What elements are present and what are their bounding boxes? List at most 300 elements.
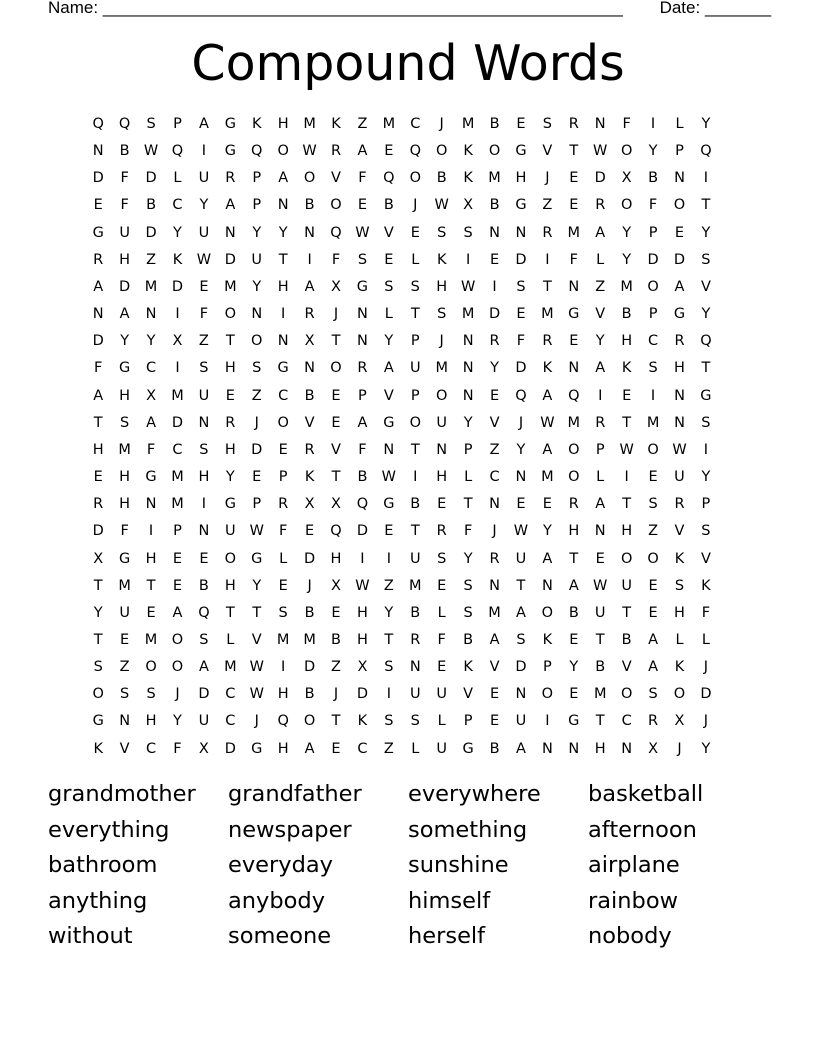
grid-letter: Y: [252, 577, 262, 594]
grid-letter: V: [383, 224, 394, 241]
grid-letter: P: [410, 333, 420, 350]
grid-letter: P: [252, 496, 262, 513]
grid-letter: X: [674, 713, 685, 730]
grid-letter: N: [462, 387, 474, 404]
grid-letter: E: [489, 251, 500, 268]
grid-letter: N: [409, 659, 421, 676]
grid-letter: F: [569, 251, 578, 268]
grid-letter: G: [224, 116, 236, 132]
grid-letter: U: [409, 360, 421, 377]
grid-letter: H: [224, 360, 236, 377]
grid-letter: R: [330, 143, 342, 160]
grid-letter: L: [596, 469, 605, 486]
grid-letter: V: [674, 523, 685, 540]
grid-letter: F: [120, 197, 129, 214]
grid-letter: V: [542, 143, 553, 160]
grid-letter: R: [595, 197, 606, 214]
grid-letter: D: [171, 414, 184, 431]
grid-letter: T: [225, 604, 235, 621]
grid-letter: M: [620, 278, 633, 295]
grid-letter: F: [358, 170, 367, 187]
grid-letter: O: [620, 143, 633, 160]
grid-letter: R: [568, 496, 579, 513]
grid-letter: V: [331, 441, 341, 458]
grid-letter: C: [172, 197, 183, 214]
grid-letter: C: [225, 713, 236, 730]
grid-letter: M: [224, 659, 237, 676]
grid-letter: D: [673, 251, 686, 268]
grid-letter: H: [277, 278, 289, 295]
grid-letter: L: [384, 306, 393, 323]
grid-letter: D: [92, 170, 104, 187]
grid-letter: B: [410, 496, 421, 513]
grid-letter: W: [249, 686, 264, 703]
grid-letter: E: [199, 278, 209, 295]
grid-letter: Y: [278, 224, 288, 241]
grid-letter: P: [595, 441, 605, 458]
grid-letter: P: [648, 224, 658, 241]
grid-letter: D: [356, 686, 369, 703]
grid-letter: Z: [251, 387, 262, 404]
grid-letter: J: [492, 523, 497, 540]
grid-letter: Z: [595, 278, 606, 295]
grid-letter: R: [278, 496, 289, 513]
grid-letter: N: [674, 170, 685, 187]
grid-letter: X: [621, 170, 632, 187]
grid-letter: N: [357, 306, 368, 323]
grid-letter: Y: [173, 224, 182, 241]
grid-letter: E: [569, 197, 579, 214]
grid-letter: M: [303, 631, 316, 648]
grid-letter: K: [463, 143, 473, 160]
grid-letter: B: [568, 604, 579, 621]
word-list-item: nobody: [588, 923, 672, 949]
grid-letter: C: [145, 360, 157, 377]
grid-letter: Q: [171, 143, 184, 160]
grid-letter: O: [409, 170, 421, 187]
grid-letter: T: [93, 577, 103, 594]
grid-letter: T: [542, 278, 552, 295]
grid-letter: N: [621, 740, 633, 757]
grid-letter: M: [382, 116, 396, 132]
grid-letter: Q: [383, 170, 395, 187]
grid-letter: H: [224, 441, 236, 458]
grid-letter: H: [621, 333, 633, 350]
grid-letter: N: [92, 306, 104, 323]
grid-letter: L: [226, 631, 235, 648]
grid-letter: N: [674, 387, 685, 404]
name-blank: _______________________________________________________: [102, 0, 623, 17]
grid-letter: E: [93, 469, 103, 486]
grid-letter: S: [542, 116, 552, 132]
grid-letter: N: [304, 360, 316, 377]
grid-letter: G: [673, 306, 686, 323]
grid-letter: E: [516, 116, 526, 132]
grid-letter: Y: [173, 713, 182, 730]
grid-letter: N: [277, 333, 289, 350]
grid-letter: T: [595, 631, 605, 648]
grid-letter: R: [489, 333, 500, 350]
grid-letter: K: [251, 116, 262, 132]
grid-letter: D: [488, 306, 501, 323]
grid-letter: Y: [701, 469, 711, 486]
grid-letter: D: [92, 333, 104, 350]
grid-letter: Y: [701, 116, 711, 132]
grid-letter: I: [492, 278, 497, 295]
grid-letter: D: [304, 659, 316, 676]
grid-letter: E: [331, 414, 341, 431]
grid-letter: I: [650, 387, 656, 404]
grid-letter: C: [357, 740, 368, 757]
grid-letter: E: [569, 333, 579, 350]
grid-letter: L: [411, 251, 420, 268]
header: [48, 0, 771, 21]
grid-letter: E: [437, 659, 447, 676]
grid-letter: N: [515, 469, 527, 486]
word-list-item: basketball: [588, 781, 704, 807]
grid-letter: U: [198, 387, 210, 404]
letter-grid: [85, 111, 719, 763]
grid-letter: O: [303, 170, 316, 187]
grid-letter: P: [358, 387, 367, 404]
grid-letter: H: [674, 604, 685, 621]
grid-letter: C: [145, 740, 157, 757]
grid-letter: E: [225, 387, 235, 404]
grid-letter: D: [515, 659, 527, 676]
grid-letter: A: [198, 116, 209, 132]
grid-letter: H: [119, 469, 131, 486]
grid-letter: Y: [701, 740, 711, 757]
grid-letter: O: [541, 604, 554, 621]
grid-letter: K: [621, 360, 632, 377]
grid-letter: H: [330, 550, 342, 567]
grid-letter: S: [648, 496, 658, 513]
grid-letter: L: [437, 604, 446, 621]
grid-letter: V: [489, 659, 500, 676]
grid-letter: P: [173, 116, 182, 132]
grid-letter: Y: [199, 197, 209, 214]
grid-letter: J: [413, 197, 418, 214]
grid-letter: K: [463, 170, 473, 187]
grid-letter: S: [199, 631, 209, 648]
grid-letter: A: [304, 740, 315, 757]
grid-letter: A: [278, 170, 289, 187]
grid-letter: X: [198, 740, 209, 757]
grid-letter: S: [199, 360, 209, 377]
grid-letter: X: [93, 550, 104, 567]
word-list-item: anybody: [228, 887, 326, 914]
grid-letter: Q: [198, 604, 210, 621]
grid-letter: G: [568, 713, 580, 730]
grid-letter: H: [119, 251, 131, 268]
grid-letter: M: [171, 496, 184, 513]
grid-letter: H: [436, 469, 448, 486]
grid-letter: B: [621, 306, 632, 323]
word-list-item: everything: [48, 816, 170, 843]
grid-letter: O: [409, 414, 421, 431]
grid-letter: O: [647, 278, 659, 295]
grid-letter: G: [568, 306, 580, 323]
grid-letter: T: [622, 414, 632, 431]
grid-letter: R: [595, 414, 606, 431]
grid-letter: R: [568, 116, 579, 132]
grid-letter: D: [356, 523, 369, 540]
grid-letter: J: [677, 740, 682, 757]
grid-letter: N: [515, 224, 527, 241]
grid-letter: B: [304, 686, 315, 703]
grid-letter: E: [146, 604, 156, 621]
grid-letter: V: [251, 631, 262, 648]
grid-letter: O: [673, 197, 686, 214]
grid-letter: G: [92, 713, 104, 730]
grid-letter: N: [224, 224, 236, 241]
grid-letter: E: [437, 496, 447, 513]
grid-letter: E: [648, 604, 658, 621]
grid-letter: A: [357, 414, 368, 431]
grid-letter: E: [384, 251, 394, 268]
grid-letter: E: [569, 170, 579, 187]
grid-letter: O: [330, 360, 342, 377]
grid-letter: E: [384, 143, 394, 160]
grid-letter: R: [542, 224, 553, 241]
grid-letter: N: [541, 740, 553, 757]
word-list-item: herself: [408, 923, 486, 949]
grid-letter: F: [173, 740, 182, 757]
grid-letter: T: [410, 441, 420, 458]
grid-letter: F: [463, 523, 473, 540]
grid-letter: B: [410, 604, 421, 621]
grid-letter: Q: [409, 143, 421, 160]
grid-letter: N: [594, 116, 606, 132]
grid-letter: E: [489, 713, 500, 730]
grid-letter: B: [304, 387, 315, 404]
grid-letter: K: [357, 713, 368, 730]
grid-letter: Q: [277, 713, 289, 730]
grid-letter: B: [489, 197, 500, 214]
word-list-item: anything: [48, 887, 148, 914]
grid-letter: H: [224, 577, 236, 594]
grid-letter: S: [463, 224, 473, 241]
grid-letter: H: [119, 387, 131, 404]
grid-letter: N: [145, 306, 157, 323]
grid-letter: H: [621, 523, 633, 540]
grid-letter: D: [594, 170, 606, 187]
grid-letter: Q: [356, 496, 369, 513]
grid-letter: P: [675, 143, 684, 160]
grid-letter: W: [593, 577, 608, 594]
grid-letter: M: [567, 224, 581, 241]
grid-letter: D: [304, 550, 316, 567]
grid-letter: D: [224, 251, 236, 268]
grid-letter: J: [333, 306, 339, 323]
grid-letter: I: [465, 251, 471, 268]
grid-letter: J: [254, 713, 259, 730]
grid-letter: Q: [700, 333, 712, 350]
grid-letter: I: [175, 360, 180, 377]
grid-letter: I: [703, 170, 709, 187]
grid-letter: W: [460, 278, 476, 295]
grid-letter: A: [542, 387, 553, 404]
grid-letter: G: [383, 496, 395, 513]
grid-letter: M: [488, 604, 501, 621]
grid-letter: E: [172, 550, 183, 567]
grid-letter: E: [437, 577, 447, 594]
grid-letter: D: [647, 251, 659, 268]
grid-letter: L: [675, 631, 684, 648]
grid-letter: E: [172, 577, 183, 594]
grid-letter: W: [355, 224, 370, 241]
grid-letter: T: [622, 496, 632, 513]
grid-letter: A: [595, 360, 606, 377]
grid-letter: S: [146, 116, 156, 132]
grid-letter: I: [281, 306, 286, 323]
grid-letter: H: [277, 740, 289, 757]
grid-letter: Y: [490, 360, 499, 377]
grid-letter: A: [146, 414, 157, 431]
grid-letter: N: [568, 360, 580, 377]
grid-letter: Q: [92, 116, 104, 132]
grid-letter: K: [172, 251, 183, 268]
grid-letter: F: [278, 523, 288, 540]
grid-letter: T: [384, 631, 394, 648]
grid-letter: T: [701, 360, 711, 377]
grid-letter: Y: [622, 251, 632, 268]
grid-letter: E: [622, 387, 632, 404]
grid-letter: I: [175, 306, 180, 323]
grid-letter: G: [224, 143, 236, 160]
grid-letter: J: [439, 116, 444, 132]
grid-letter: I: [624, 469, 629, 486]
word-list-item: airplane: [588, 852, 680, 878]
grid-letter: C: [489, 469, 500, 486]
grid-letter: P: [252, 197, 262, 214]
grid-letter: T: [410, 523, 420, 540]
grid-letter: E: [569, 631, 579, 648]
grid-letter: B: [304, 197, 315, 214]
grid-letter: M: [567, 414, 581, 431]
grid-letter: G: [251, 550, 263, 567]
grid-letter: E: [93, 197, 103, 214]
grid-letter: S: [384, 278, 394, 295]
grid-letter: U: [515, 713, 527, 730]
grid-letter: Q: [515, 387, 527, 404]
grid-letter: J: [703, 659, 709, 676]
grid-letter: N: [489, 224, 500, 241]
grid-letter: G: [356, 278, 369, 295]
grid-letter: B: [489, 740, 500, 757]
grid-letter: T: [410, 306, 420, 323]
grid-letter: H: [568, 523, 580, 540]
grid-letter: H: [145, 550, 157, 567]
grid-letter: D: [224, 740, 236, 757]
grid-letter: R: [542, 333, 553, 350]
grid-letter: A: [93, 278, 104, 295]
grid-letter: I: [307, 251, 312, 268]
grid-letter: S: [463, 604, 473, 621]
grid-letter: T: [225, 333, 235, 350]
grid-letter: G: [92, 224, 104, 241]
grid-letter: C: [648, 333, 659, 350]
grid-letter: B: [119, 143, 130, 160]
grid-letter: J: [254, 414, 259, 431]
grid-letter: G: [462, 740, 474, 757]
grid-letter: Q: [330, 224, 342, 241]
grid-letter: K: [542, 631, 553, 648]
grid-letter: O: [277, 414, 289, 431]
grid-letter: R: [357, 360, 368, 377]
grid-letter: N: [541, 577, 553, 594]
grid-letter: D: [198, 686, 210, 703]
grid-letter: L: [279, 550, 288, 567]
grid-letter: A: [489, 631, 500, 648]
date-blank: _______: [704, 0, 772, 17]
grid-letter: M: [593, 686, 607, 703]
grid-letter: G: [383, 414, 395, 431]
grid-letter: O: [330, 197, 342, 214]
grid-letter: S: [199, 441, 209, 458]
grid-letter: A: [304, 278, 315, 295]
grid-letter: A: [648, 631, 659, 648]
grid-letter: R: [436, 523, 447, 540]
grid-letter: H: [515, 170, 527, 187]
grid-letter: C: [225, 686, 236, 703]
grid-letter: B: [198, 577, 209, 594]
grid-letter: X: [172, 333, 183, 350]
grid-letter: H: [356, 604, 368, 621]
word-list-item: himself: [408, 887, 491, 914]
grid-letter: B: [146, 197, 157, 214]
grid-letter: K: [674, 659, 685, 676]
grid-letter: D: [515, 360, 527, 377]
grid-letter: N: [489, 577, 500, 594]
grid-letter: C: [172, 441, 183, 458]
grid-letter: A: [648, 659, 659, 676]
grid-letter: S: [437, 224, 447, 241]
grid-letter: L: [701, 631, 710, 648]
grid-letter: V: [700, 278, 711, 295]
grid-letter: O: [620, 197, 633, 214]
grid-letter: Y: [595, 333, 605, 350]
word-list-item: newspaper: [228, 816, 352, 843]
grid-letter: X: [146, 387, 157, 404]
grid-letter: V: [700, 550, 711, 567]
grid-letter: T: [595, 713, 605, 730]
grid-letter: Y: [225, 469, 235, 486]
grid-letter: Q: [330, 523, 342, 540]
grid-letter: A: [357, 143, 368, 160]
grid-letter: T: [331, 469, 341, 486]
grid-letter: Y: [701, 224, 711, 241]
grid-letter: Y: [120, 333, 130, 350]
grid-letter: M: [303, 116, 316, 132]
grid-letter: M: [488, 170, 501, 187]
grid-letter: N: [119, 713, 131, 730]
grid-letter: E: [120, 631, 130, 648]
grid-letter: T: [569, 143, 579, 160]
grid-letter: Y: [146, 333, 156, 350]
grid-letter: S: [93, 659, 103, 676]
grid-letter: O: [224, 550, 237, 567]
page-title: Compound Words: [191, 35, 625, 92]
grid-letter: T: [463, 496, 473, 513]
grid-letter: E: [648, 469, 658, 486]
grid-letter: O: [303, 713, 316, 730]
grid-letter: S: [437, 306, 447, 323]
grid-letter: W: [672, 441, 687, 458]
grid-letter: J: [439, 333, 444, 350]
grid-letter: A: [225, 197, 236, 214]
grid-letter: H: [119, 496, 131, 513]
